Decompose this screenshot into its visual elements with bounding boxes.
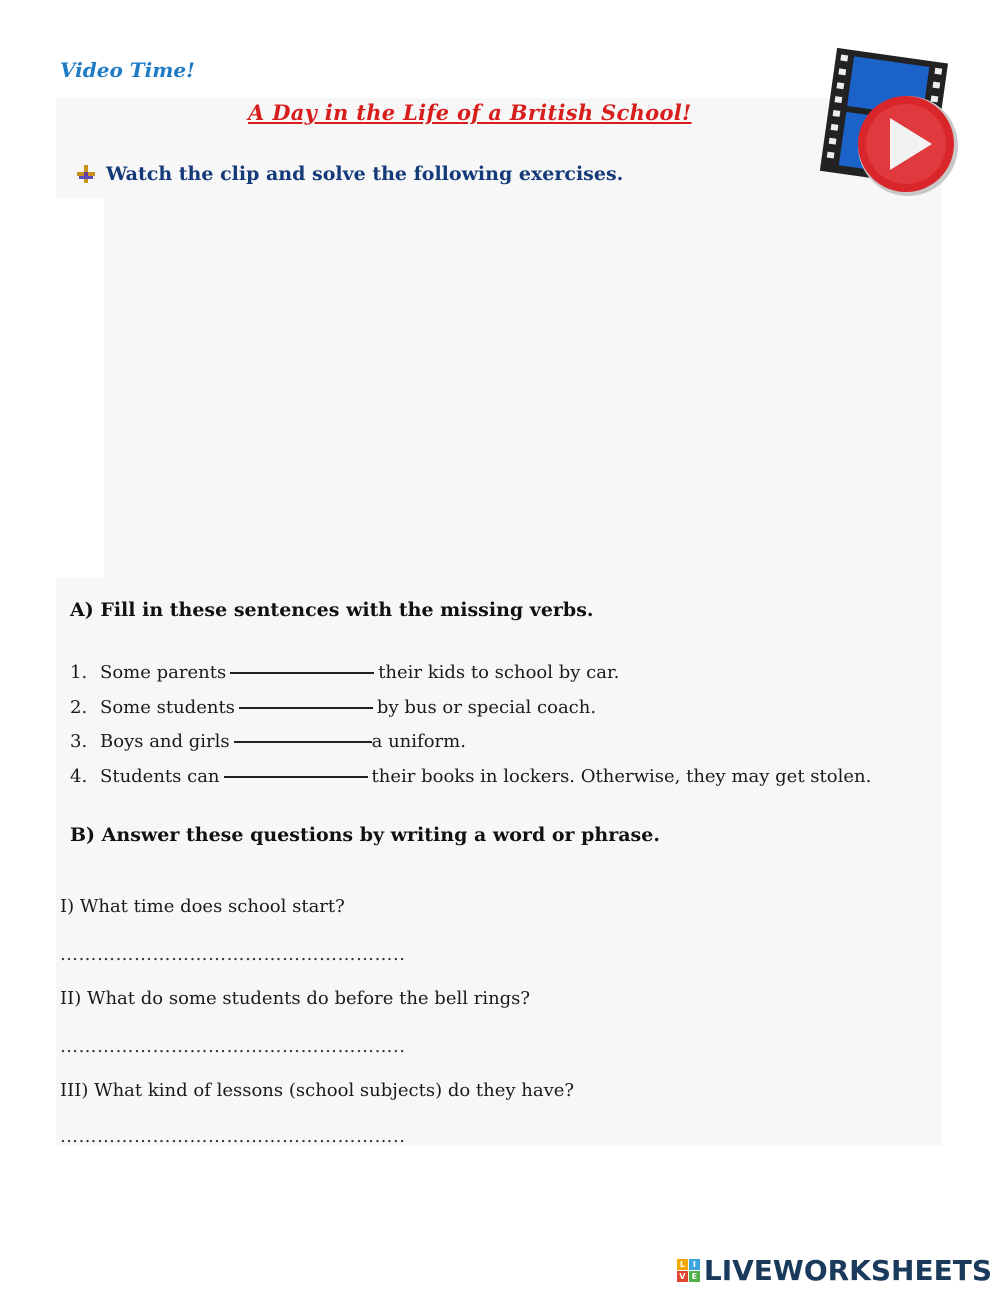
bullet-icon (76, 164, 96, 184)
question-text: III) What kind of lessons (school subjects) do they have? (60, 1080, 575, 1101)
list-item: 2. Some students by bus or special coach. (70, 691, 871, 726)
answer-blank[interactable] (239, 691, 373, 709)
video-time-label: Video Time! (60, 58, 195, 82)
section-b-heading: B) Answer these questions by writing a word or phrase. (70, 824, 660, 846)
answer-blank[interactable] (224, 760, 368, 778)
answer-blank[interactable] (234, 725, 372, 743)
worksheet-title: A Day in the Life of a British School! (248, 100, 692, 125)
answer-blank[interactable] (230, 656, 374, 674)
logo-text: LIVEWORKSHEETS (703, 1254, 992, 1287)
instruction-text: Watch the clip and solve the following exercises. (106, 163, 624, 185)
instruction-line (76, 163, 623, 185)
video-play-icon[interactable] (806, 46, 962, 202)
fill-in-list (70, 656, 871, 794)
answer-line[interactable]: ……………………………………………….. (60, 944, 406, 965)
list-item: 3. Boys and girls a uniform. (70, 725, 871, 760)
question-text: I) What time does school start? (60, 896, 345, 917)
answer-line[interactable]: ……………………………………………….. (60, 1036, 406, 1057)
section-a-heading: A) Fill in these sentences with the missing verbs. (70, 599, 594, 621)
logo-mark-icon: L I V E (677, 1259, 700, 1282)
list-item: 4. Students can their books in lockers. Otherwise, they may get stolen. (70, 760, 871, 795)
video-area (104, 190, 942, 590)
list-item: 1. Some parents their kids to school by car. (70, 656, 871, 691)
liveworksheets-logo (677, 1254, 992, 1287)
answer-line[interactable]: ……………………………………………….. (60, 1126, 406, 1147)
question-text: II) What do some students do before the bell rings? (60, 988, 531, 1009)
